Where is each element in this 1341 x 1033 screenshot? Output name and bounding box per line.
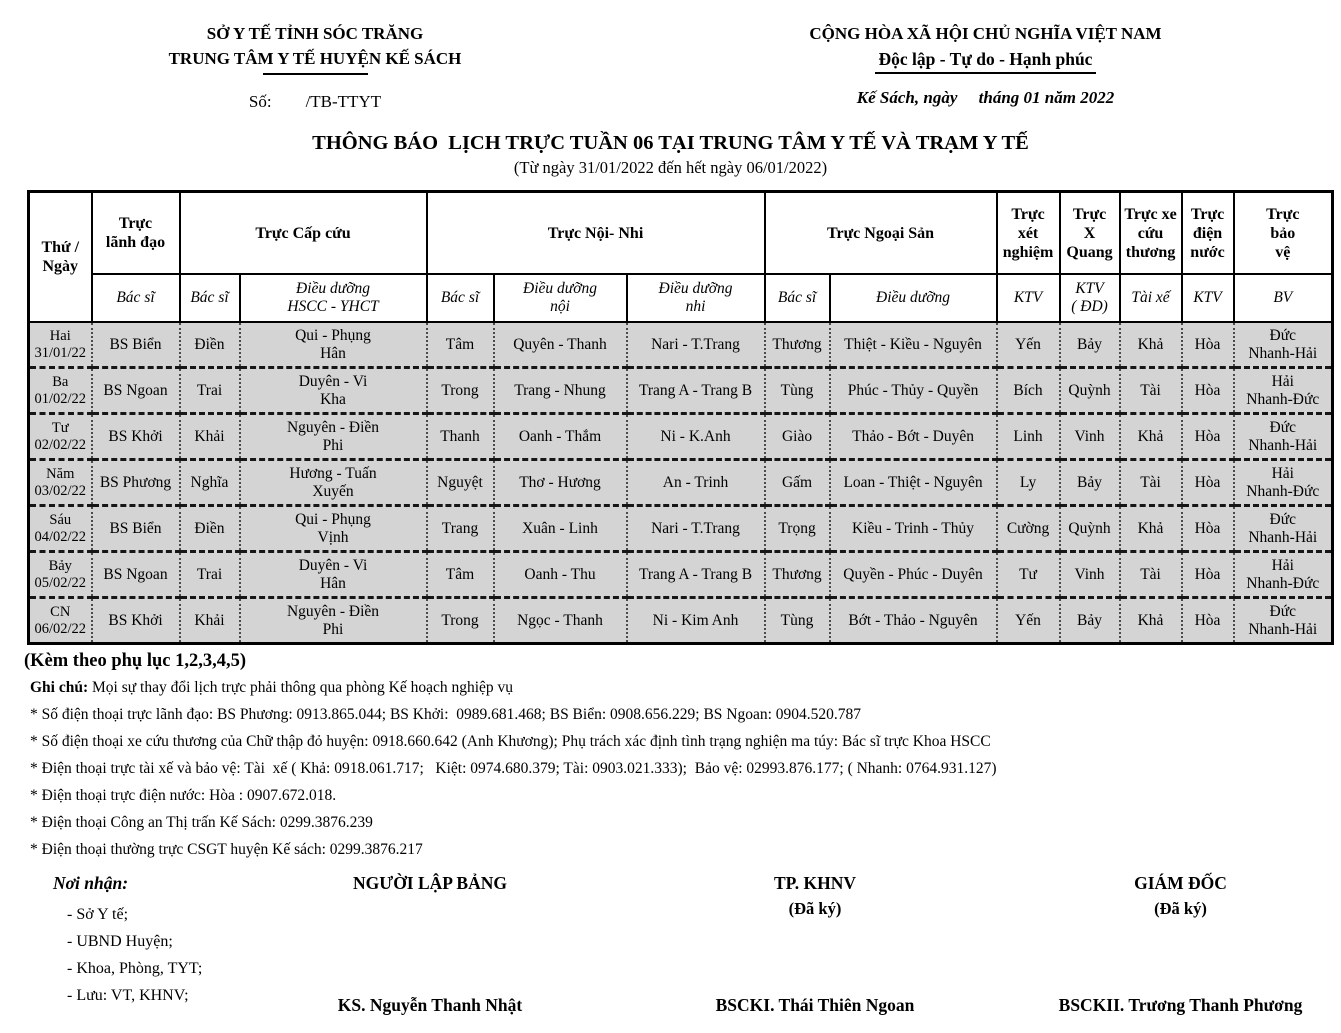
schedule-cell: Loan - Thiệt - Nguyên	[830, 460, 997, 506]
schedule-cell: Hòa	[1182, 414, 1234, 460]
schedule-cell: Ni - Kim Anh	[627, 598, 765, 644]
schedule-cell: Tư	[997, 552, 1060, 598]
col-header-leadership: Trực lãnh đạo	[92, 192, 180, 275]
subcol-nurse-pediatrics: Điều dưỡng nhi	[627, 274, 765, 322]
dept-head-block	[610, 873, 1020, 1033]
preparer-title: NGƯỜI LẬP BẢNG	[353, 872, 507, 893]
col-header-ambulance: Trực xe cứu thương	[1120, 192, 1182, 275]
schedule-body	[29, 322, 1333, 644]
schedule-cell: Trọng	[765, 506, 830, 552]
schedule-cell: Khải	[180, 414, 240, 460]
schedule-cell: Đức Nhanh-Hải	[1234, 414, 1333, 460]
schedule-cell: Phúc - Thủy - Quyền	[830, 368, 997, 414]
document-number: Số: /TB-TTYT	[248, 92, 382, 112]
schedule-cell: Xuân - Linh	[494, 506, 627, 552]
subcol-doctor-internal: Bác sĩ	[427, 274, 494, 322]
national-motto-block	[630, 22, 1341, 112]
schedule-cell: Linh	[997, 414, 1060, 460]
schedule-cell: Khả	[1120, 506, 1182, 552]
schedule-cell: Trai	[180, 368, 240, 414]
schedule-cell: Hòa	[1182, 460, 1234, 506]
schedule-cell: Duyên - Vi Hân	[240, 552, 427, 598]
schedule-cell: Tài	[1120, 368, 1182, 414]
schedule-cell: BS Khởi	[92, 598, 180, 644]
schedule-cell: Tâm	[427, 552, 494, 598]
subcol-driver: Tài xế	[1120, 274, 1182, 322]
recipient-item: - Lưu: VT, KHNV;	[67, 986, 189, 1004]
schedule-cell: Nari - T.Trang	[627, 322, 765, 368]
recipients-block	[0, 873, 250, 1033]
schedule-row	[29, 414, 1333, 460]
director-block	[1020, 873, 1341, 1033]
col-header-surgery-obstetrics: Trực Ngoại Sản	[765, 192, 997, 275]
schedule-cell: Tài	[1120, 552, 1182, 598]
schedule-cell: BS Ngoan	[92, 368, 180, 414]
schedule-cell: Duyên - Vi Kha	[240, 368, 427, 414]
schedule-cell: Bảy 05/02/22	[29, 552, 92, 598]
schedule-cell: An - Trinh	[627, 460, 765, 506]
schedule-cell: Khả	[1120, 322, 1182, 368]
schedule-cell: Tùng	[765, 598, 830, 644]
schedule-cell: Vinh	[1060, 414, 1120, 460]
note-line: * Điện thoại trực tài xế và bảo vệ: Tài xế ( Khả: 0918.061.717; Kiệt: 0974.680.379; Tài: 0903.021.333); Bảo vệ: 02993.876.177; ( Nhanh: 0764.931.127)	[30, 760, 997, 778]
schedule-cell: Thảo - Bớt - Duyên	[830, 414, 997, 460]
schedule-cell: Kiều - Trinh - Thủy	[830, 506, 997, 552]
subcol-nurse-surgery: Điều dưỡng	[830, 274, 997, 322]
note-line: * Số điện thoại trực lãnh đạo: BS Phương: 0913.865.044; BS Khởi: 0989.681.468; BS Biển: 0908.656.229; BS Ngoan: 0904.520.787	[30, 706, 862, 724]
letterhead	[0, 22, 1341, 112]
schedule-cell: Tư 02/02/22	[29, 414, 92, 460]
schedule-cell: Thơ - Hương	[494, 460, 627, 506]
col-header-internal-pediatrics: Trực Nội- Nhi	[427, 192, 765, 275]
schedule-cell: Nari - T.Trang	[627, 506, 765, 552]
col-header-lab: Trực xét nghiệm	[997, 192, 1060, 275]
subcol-nurse-hscc-yhct: Điều dưỡng HSCC - YHCT	[240, 274, 427, 322]
issuing-org-block	[0, 22, 630, 112]
col-header-utilities: Trực điện nước	[1182, 192, 1234, 275]
schedule-cell: Thương	[765, 552, 830, 598]
schedule-cell: Vinh	[1060, 552, 1120, 598]
subcol-nurse-internal: Điều dưỡng nội	[494, 274, 627, 322]
schedule-cell: Năm 03/02/22	[29, 460, 92, 506]
recipient-item: - UBND Huyện;	[67, 932, 173, 950]
schedule-cell: Oanh - Thắm	[494, 414, 627, 460]
schedule-cell: Trai	[180, 552, 240, 598]
recipient-item: - Khoa, Phòng, TYT;	[67, 959, 203, 977]
schedule-row	[29, 368, 1333, 414]
page-subtitle: (Từ ngày 31/01/2022 đến hết ngày 06/01/2022)	[513, 158, 828, 178]
schedule-cell: Trong	[427, 598, 494, 644]
col-header-emergency: Trực Cấp cứu	[180, 192, 427, 275]
page-title: THÔNG BÁO LỊCH TRỰC TUẦN 06 TẠI TRUNG TÂM Y TẾ VÀ TRẠM Y TẾ	[312, 132, 1029, 155]
preparer-block	[250, 873, 610, 1033]
subcol-doctor-leadership: Bác sĩ	[92, 274, 180, 322]
duty-schedule-table	[27, 190, 1334, 645]
schedule-cell: Thanh	[427, 414, 494, 460]
schedule-cell: Gấm	[765, 460, 830, 506]
schedule-cell: Oanh - Thu	[494, 552, 627, 598]
national-motto: Độc lập - Tự do - Hạnh phúc	[875, 49, 1097, 74]
schedule-cell: Qui - Phụng Hân	[240, 322, 427, 368]
note-line: * Điện thoại Công an Thị trấn Kế Sách: 0299.3876.239	[30, 813, 373, 831]
note-ghi-chu-label: Ghi chú:	[30, 679, 89, 697]
schedule-cell: Điền	[180, 506, 240, 552]
schedule-row	[29, 460, 1333, 506]
subcol-guard: BV	[1234, 274, 1333, 322]
org-parent-name: SỞ Y TẾ TỈNH SÓC TRĂNG	[206, 24, 424, 43]
schedule-cell: Ni - K.Anh	[627, 414, 765, 460]
org-underline	[263, 73, 368, 75]
schedule-cell: Điền	[180, 322, 240, 368]
subcol-ktv-xray: KTV ( ĐD)	[1060, 274, 1120, 322]
schedule-cell: Hòa	[1182, 552, 1234, 598]
schedule-cell: Quỳnh	[1060, 506, 1120, 552]
schedule-cell: Bớt - Thảo - Nguyên	[830, 598, 997, 644]
schedule-cell: Nghĩa	[180, 460, 240, 506]
schedule-cell: Cường	[997, 506, 1060, 552]
dept-head-title: TP. KHNV	[773, 872, 856, 893]
schedule-row	[29, 322, 1333, 368]
schedule-cell: Hòa	[1182, 598, 1234, 644]
col-header-day: Thứ / Ngày	[29, 192, 92, 323]
schedule-cell: Ba 01/02/22	[29, 368, 92, 414]
schedule-cell: Khả	[1120, 598, 1182, 644]
schedule-cell: Đức Nhanh-Hải	[1234, 506, 1333, 552]
schedule-cell: Yến	[997, 598, 1060, 644]
schedule-cell: Yến	[997, 322, 1060, 368]
schedule-cell: BS Biển	[92, 506, 180, 552]
schedule-cell: Khả	[1120, 414, 1182, 460]
schedule-cell: Quyên - Thanh	[494, 322, 627, 368]
schedule-cell: Bảy	[1060, 322, 1120, 368]
schedule-cell: Bảy	[1060, 460, 1120, 506]
note-ghi-chu-text: Mọi sự thay đổi lịch trực phải thông qua phòng Kế hoạch nghiệp vụ	[88, 679, 514, 697]
schedule-cell: Hòa	[1182, 506, 1234, 552]
note-line: * Điện thoại trực điện nước: Hòa : 0907.672.018.	[30, 786, 337, 804]
table-header-row-2	[29, 274, 1333, 322]
schedule-cell: Hải Nhanh-Đức	[1234, 368, 1333, 414]
subcol-doctor-emergency: Bác sĩ	[180, 274, 240, 322]
col-header-security: Trực bảo vệ	[1234, 192, 1333, 275]
schedule-cell: Ngọc - Thanh	[494, 598, 627, 644]
dept-head-name: BSCKI. Thái Thiên Ngoan	[715, 994, 915, 1015]
schedule-cell: BS Biển	[92, 322, 180, 368]
col-header-xray: Trực X Quang	[1060, 192, 1120, 275]
subcol-doctor-surgery: Bác sĩ	[765, 274, 830, 322]
schedule-cell: Hải Nhanh-Đức	[1234, 460, 1333, 506]
schedule-cell: Tùng	[765, 368, 830, 414]
org-name: TRUNG TÂM Y TẾ HUYỆN KẾ SÁCH	[168, 48, 462, 68]
schedule-cell: Đức Nhanh-Hải	[1234, 322, 1333, 368]
schedule-cell: Hương - Tuấn Xuyến	[240, 460, 427, 506]
schedule-cell: Nguyên - Điền Phi	[240, 414, 427, 460]
national-title: CỘNG HÒA XÃ HỘI CHỦ NGHĨA VIỆT NAM	[809, 24, 1162, 43]
table-header-row-1	[29, 192, 1333, 275]
schedule-cell: Ly	[997, 460, 1060, 506]
schedule-cell: Hòa	[1182, 368, 1234, 414]
schedule-cell: BS Phương	[92, 460, 180, 506]
schedule-cell: Trong	[427, 368, 494, 414]
place-date-line: Kế Sách, ngày tháng 01 năm 2022	[856, 87, 1115, 107]
schedule-row	[29, 598, 1333, 644]
schedule-row	[29, 552, 1333, 598]
attachment-note: (Kèm theo phụ lục 1,2,3,4,5)	[24, 651, 246, 672]
schedule-cell: Trang	[427, 506, 494, 552]
notes-section	[24, 651, 1341, 860]
schedule-cell: Quyền - Phúc - Duyên	[830, 552, 997, 598]
schedule-cell: Sáu 04/02/22	[29, 506, 92, 552]
schedule-cell: BS Khởi	[92, 414, 180, 460]
subcol-ktv-utilities: KTV	[1182, 274, 1234, 322]
schedule-cell: Trang - Nhung	[494, 368, 627, 414]
schedule-cell: Trang A - Trang B	[627, 368, 765, 414]
schedule-cell: Qui - Phụng Vịnh	[240, 506, 427, 552]
schedule-cell: Tâm	[427, 322, 494, 368]
subcol-ktv-lab: KTV	[997, 274, 1060, 322]
schedule-cell: BS Ngoan	[92, 552, 180, 598]
schedule-cell: Bích	[997, 368, 1060, 414]
preparer-name: KS. Nguyễn Thanh Nhật	[337, 994, 523, 1015]
schedule-row	[29, 506, 1333, 552]
schedule-cell: Hải Nhanh-Đức	[1234, 552, 1333, 598]
director-title: GIÁM ĐỐC	[1134, 872, 1227, 893]
schedule-cell: Thương	[765, 322, 830, 368]
schedule-cell: Giào	[765, 414, 830, 460]
schedule-cell: Đức Nhanh-Hải	[1234, 598, 1333, 644]
schedule-cell: Quỳnh	[1060, 368, 1120, 414]
note-ghi-chu	[30, 678, 1341, 699]
schedule-cell: Hai 31/01/22	[29, 322, 92, 368]
signature-section	[0, 873, 1341, 1033]
schedule-cell: Khải	[180, 598, 240, 644]
schedule-cell: Nguyên - Điền Phi	[240, 598, 427, 644]
schedule-cell: Tài	[1120, 460, 1182, 506]
director-signed: (Đã ký)	[1154, 898, 1207, 918]
note-line: * Số điện thoại xe cứu thương của Chữ thập đỏ huyện: 0918.660.642 (Anh Khương); Phụ trách xác định tình trạng nghiện ma túy: Bác sĩ trực Khoa HSCC	[30, 733, 991, 751]
recipients-title: Nơi nhận:	[53, 872, 129, 893]
note-line: * Điện thoại thường trực CSGT huyện Kế sách: 0299.3876.217	[30, 840, 423, 858]
schedule-cell: Hòa	[1182, 322, 1234, 368]
schedule-cell: CN 06/02/22	[29, 598, 92, 644]
recipient-item: - Sở Y tế;	[67, 905, 129, 923]
director-name: BSCKII. Trương Thanh Phương	[1058, 994, 1303, 1015]
schedule-cell: Nguyệt	[427, 460, 494, 506]
dept-head-signed: (Đã ký)	[788, 898, 842, 918]
recipients-list	[53, 901, 250, 1009]
schedule-cell: Trang A - Trang B	[627, 552, 765, 598]
schedule-cell: Thiệt - Kiều - Nguyên	[830, 322, 997, 368]
schedule-cell: Bảy	[1060, 598, 1120, 644]
